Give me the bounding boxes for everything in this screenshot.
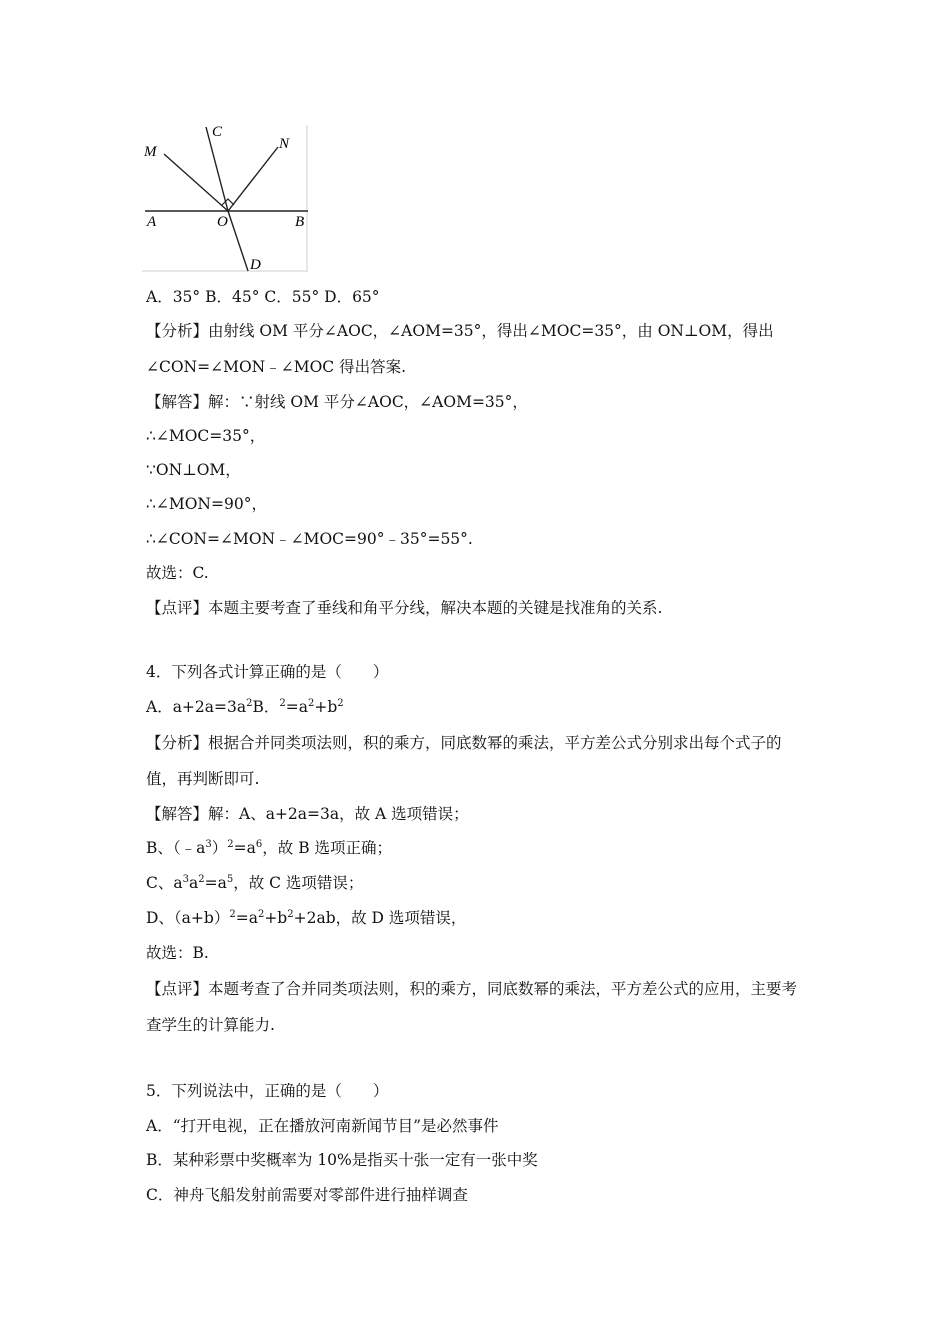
q3-solution-line2: ∴∠MOC=35°，: [146, 427, 266, 445]
q4-option-b-label: B．: [252, 698, 280, 716]
q4-sol-c-sup3: 5: [226, 874, 234, 885]
q4-sol-d-part4: +2ab，故 D 选项错误，: [293, 909, 467, 927]
q3-options: A．35° B．45° C．55° D．65°: [146, 288, 380, 306]
q4-comment-line2: 查学生的计算能力.: [146, 1016, 275, 1034]
q4-sol-d-sup2: 2: [257, 909, 265, 920]
q4-solution-c: [146, 873, 363, 893]
q5-stem: 5．下列说法中，正确的是（ ）: [146, 1082, 389, 1100]
q4-option-b-sup2: 2: [308, 698, 315, 709]
q4-sol-b-part2: ）: [211, 839, 228, 857]
q4-solution-d: [146, 908, 466, 928]
label-M: M: [144, 144, 157, 160]
q4-sol-b-part1: B、（﹣a: [146, 839, 206, 857]
q4-sol-b-sup1: 3: [205, 839, 212, 850]
q4-option-b-eq: =a: [285, 698, 308, 716]
q4-option-a: A．a+2a=3a: [146, 698, 247, 716]
q3-analysis-line2: ∠CON=∠MON﹣∠MOC 得出答案.: [146, 358, 407, 376]
q4-sol-b-sup2: 2: [227, 839, 234, 850]
label-A: A: [147, 214, 157, 230]
label-B: B: [295, 214, 305, 230]
q4-comment-line1: 【点评】本题考查了合并同类项法则，积的乘方，同底数幂的乘法，平方差公式的应用，主要考: [146, 980, 798, 998]
q4-choice: 故选：B.: [146, 944, 209, 962]
q4-sol-d-part1: D、（a+b）: [146, 909, 230, 927]
label-D: D: [250, 257, 261, 273]
q4-option-a-exponent: 2: [246, 698, 253, 709]
q4-analysis-line1: 【分析】根据合并同类项法则，积的乘方，同底数幂的乘法，平方差公式分别求出每个式子的: [146, 734, 782, 752]
q4-sol-b-part3: =a: [233, 839, 256, 857]
q4-sol-d-sup3: 2: [287, 909, 294, 920]
q4-sol-d-part3: +b: [264, 909, 288, 927]
q4-option-b-sup3: 2: [337, 698, 344, 709]
q4-option-b-plus: +b: [314, 698, 338, 716]
q4-option-b-sup1: 2: [279, 698, 286, 709]
q5-option-c: C．神舟飞船发射前需要对零部件进行抽样调查: [146, 1186, 468, 1204]
q5-option-b: B．某种彩票中奖概率为 10%是指买十张一定有一张中奖: [146, 1151, 538, 1169]
angle-figure: [140, 122, 310, 274]
q4-sol-c-sup2: 2: [198, 874, 205, 885]
q4-sol-b-part4: ，故 B 选项正确；: [262, 839, 393, 857]
q4-analysis-line2: 值，再判断即可.: [146, 770, 260, 788]
label-C: C: [212, 124, 223, 140]
q3-analysis-line1: 【分析】由射线 OM 平分∠AOC，∠AOM=35°，得出∠MOC=35°，由 ON⊥OM，得出: [146, 322, 774, 340]
q3-solution-line1: 【解答】解：∵射线 OM 平分∠AOC，∠AOM=35°，: [146, 393, 528, 411]
q4-sol-d-part2: =a: [235, 909, 258, 927]
label-O: O: [217, 214, 228, 230]
q4-sol-c-sup1: 3: [182, 874, 189, 885]
q4-solution-a: 【解答】解：A、a+2a=3a，故 A 选项错误；: [146, 805, 469, 823]
q3-solution-line5: ∴∠CON=∠MON﹣∠MOC=90°﹣35°=55°.: [146, 530, 473, 548]
q4-sol-c-part4: ，故 C 选项错误；: [233, 874, 364, 892]
q5-option-a: A．“打开电视，正在播放河南新闻节目”是必然事件: [146, 1117, 499, 1135]
q3-solution-line3: ∵ON⊥OM，: [146, 461, 241, 479]
q3-comment: 【点评】本题主要考查了垂线和角平分线，解决本题的关键是找准角的关系.: [146, 599, 663, 617]
q4-stem: 4．下列各式计算正确的是（ ）: [146, 663, 389, 681]
q4-sol-c-part1: C、a: [146, 874, 183, 892]
q4-sol-c-part3: =a: [204, 874, 227, 892]
q3-choice: 故选：C.: [146, 564, 209, 582]
q4-sol-d-sup1: 2: [229, 909, 236, 920]
label-N: N: [279, 136, 290, 152]
q4-sol-c-part2: a: [188, 874, 199, 892]
q4-solution-b: [146, 838, 392, 858]
q4-sol-b-sup3: 6: [255, 839, 263, 850]
q4-options: [146, 697, 344, 717]
q3-solution-line4: ∴∠MON=90°，: [146, 495, 267, 513]
